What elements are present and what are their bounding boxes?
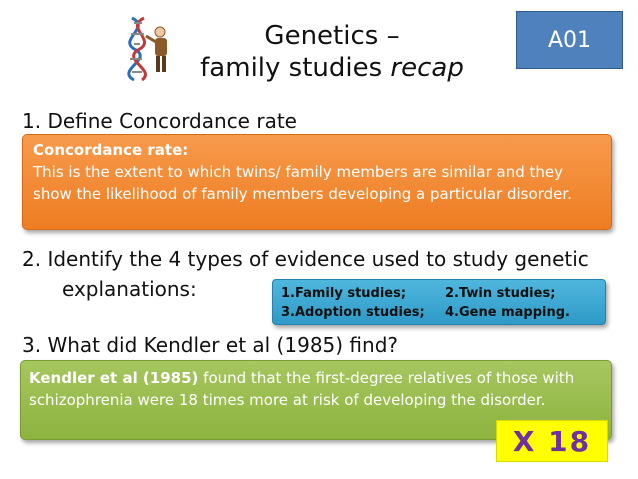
evidence-item-3: 3.Adoption studies; xyxy=(281,305,425,320)
kendler-citation: Kendler et al (1985) xyxy=(29,369,199,387)
evidence-item-1: 1.Family studies; xyxy=(281,286,407,301)
assessment-objective-tag: A01 xyxy=(516,11,623,69)
question-2-continued: explanations: xyxy=(62,277,197,301)
title-line-2 xyxy=(182,52,482,84)
question-3: 3. What did Kendler et al (1985) find? xyxy=(22,333,399,357)
title-line-1: Genetics – xyxy=(264,21,400,51)
concordance-heading: Concordance rate: xyxy=(33,141,189,159)
slide-title xyxy=(182,20,482,84)
question-2: 2. Identify the 4 types of evidence used to study genetic xyxy=(22,247,589,271)
title-emphasis: recap xyxy=(390,53,464,83)
times-18-badge: X 18 xyxy=(496,420,608,462)
evidence-item-2: 2.Twin studies; xyxy=(445,286,556,301)
kendler-finding: found that the first-degree relatives of those with schizophrenia were 18 times more at risk of developing the disorder. xyxy=(29,369,575,409)
dna-scientist-icon xyxy=(118,14,178,84)
concordance-definition: This is the extent to which twins/ family members are similar and they show the likelihood of family members developing a particular disorder. xyxy=(33,163,572,203)
title-main-text: family studies xyxy=(200,53,391,83)
evidence-types-box xyxy=(272,279,606,325)
evidence-item-4: 4.Gene mapping. xyxy=(445,305,570,320)
question-1: 1. Define Concordance rate xyxy=(22,109,297,133)
concordance-answer-box xyxy=(22,134,612,230)
